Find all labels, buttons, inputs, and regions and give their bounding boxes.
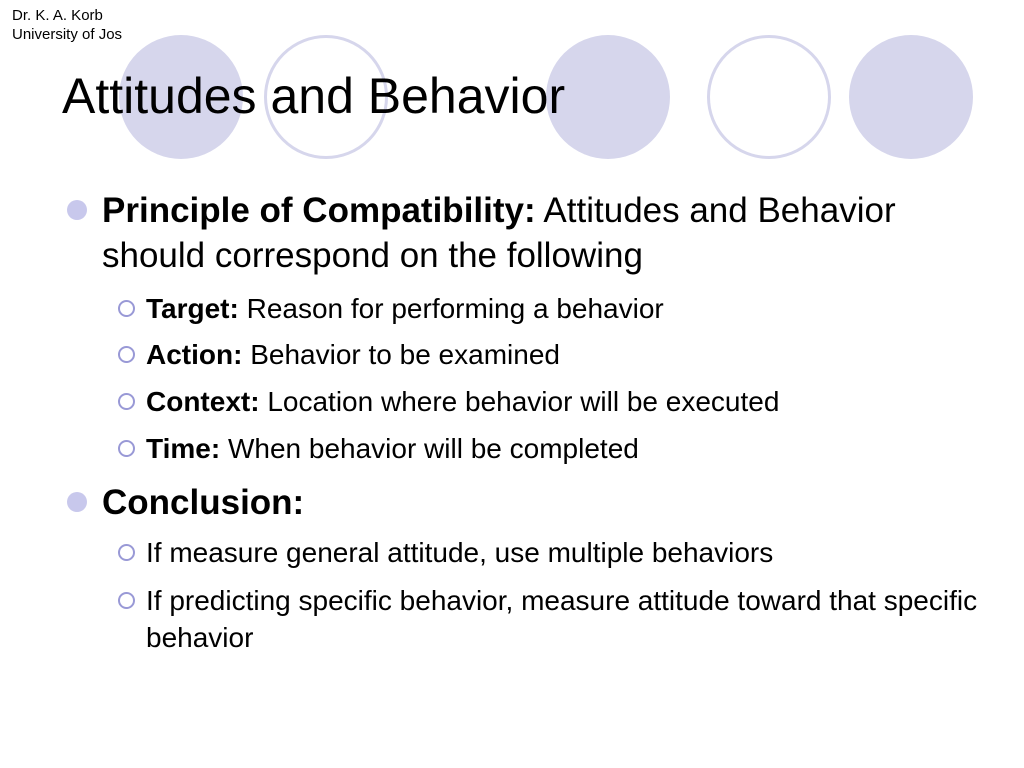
author-credit bbox=[12, 6, 122, 44]
bullet-principle-heading: Principle of Compatibility: bbox=[102, 191, 536, 230]
author-name: Dr. K. A. Korb bbox=[12, 7, 103, 24]
sub-bullet-context bbox=[146, 383, 986, 420]
sub-bullet-text: If predicting specific behavior, measure attitude toward that specific behavior bbox=[146, 585, 978, 653]
sub-bullet-time bbox=[146, 430, 986, 467]
sub-bullet-action bbox=[146, 336, 986, 373]
sub-bullet-label: Action: bbox=[146, 339, 243, 370]
author-affiliation: University of Jos bbox=[12, 26, 123, 43]
sub-bullet-ring-icon bbox=[118, 346, 135, 363]
decor-circle-5 bbox=[849, 35, 973, 159]
sub-bullet-label: Target: bbox=[146, 293, 239, 324]
sub-bullet-label: Context: bbox=[146, 386, 260, 417]
sub-bullet-text: If measure general attitude, use multiple behaviors bbox=[146, 537, 774, 568]
sub-bullet-target bbox=[146, 290, 986, 327]
decor-circle-4 bbox=[707, 35, 831, 159]
bullet-dot-icon bbox=[67, 200, 87, 220]
sub-bullet-specific-behavior bbox=[146, 582, 986, 656]
sub-bullet-text: Reason for performing a behavior bbox=[238, 293, 664, 324]
bullet-dot-icon bbox=[67, 492, 87, 512]
sub-bullet-ring-icon bbox=[118, 544, 135, 561]
sub-bullet-ring-icon bbox=[118, 300, 135, 317]
bullet-conclusion-heading: Conclusion: bbox=[102, 483, 305, 522]
sub-bullet-general-attitude bbox=[146, 534, 986, 571]
bullet-principle bbox=[102, 188, 982, 278]
bullet-conclusion bbox=[102, 480, 982, 525]
bullet-principle-text: Attitudes and Behavior should correspond on the following bbox=[102, 191, 896, 275]
sub-bullet-ring-icon bbox=[118, 440, 135, 457]
sub-bullet-text: When behavior will be completed bbox=[220, 433, 639, 464]
sub-bullet-ring-icon bbox=[118, 592, 135, 609]
sub-bullet-label: Time: bbox=[146, 433, 221, 464]
sub-bullet-ring-icon bbox=[118, 393, 135, 410]
slide-title: Attitudes and Behavior bbox=[62, 68, 566, 124]
sub-bullet-text: Location where behavior will be executed bbox=[259, 386, 780, 417]
sub-bullet-text: Behavior to be examined bbox=[242, 339, 560, 370]
